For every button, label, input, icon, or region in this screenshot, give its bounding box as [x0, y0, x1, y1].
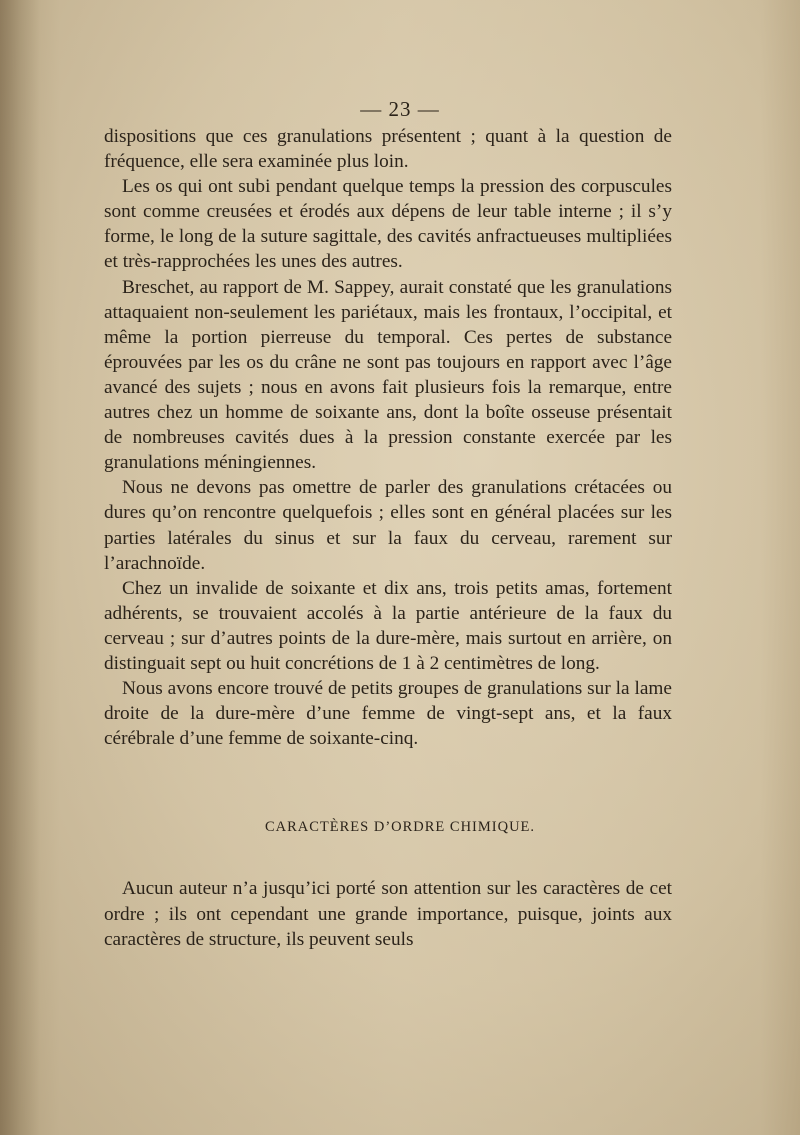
paragraph: Nous avons encore trouvé de petits groupes de granulations sur la lame droite de la dure-mère d’une femme de vingt-sept ans, et la faux cérébrale d’une femme de soixante-cinq. [104, 678, 672, 750]
paragraph: Les os qui ont subi pendant quelque temps la pression des corpuscules sont comme creusées et érodés aux dépens de leur table interne ; il s’y forme, le long de la suture sagittale, des cavités anfractueuses multipliées et très-rapprochées les unes des autres. [104, 176, 672, 273]
section-heading: CARACTÈRES D’ORDRE CHIMIQUE. [264, 819, 536, 835]
paragraph: Nous ne devons pas omettre de parler des granulations crétacées ou dures qu’on rencontre quelquefois ; elles sont en général placées sur les parties latérales du sinus et sur la faux du cerveau, rarement sur l’arachnoïde. [104, 477, 672, 574]
paragraph: Breschet, au rapport de M. Sappey, aurait constaté que les granulations attaquaient non-seulement les pariétaux, mais les frontaux, l’occipital, et même la portion pierreuse du temporal. Ces pertes de substance éprouvées par les os du crâne ne sont pas toujours en rapport avec l’âge avancé des sujets ; nous en avons fait plusieurs fois la remarque, entre autres chez un homme de soixante ans, dont la boîte osseuse présentait de nombreuses cavités dues à la pression constante exercée par les granulations méningiennes. [104, 276, 672, 474]
section-body-text [104, 876, 672, 953]
paragraph: Aucun auteur n’a jusqu’ici porté son attention sur les caractères de cet ordre ; ils ont cependant une grande importance, puisque, joints aux caractères de structure, ils peuvent seuls [104, 878, 672, 951]
paragraph: dispositions que ces granulations présentent ; quant à la question de fréquence, elle sera examinée plus loin. [104, 126, 672, 173]
page-number: — 23 — [360, 97, 440, 121]
binding-shadow [0, 0, 40, 1135]
body-text [104, 124, 672, 751]
paragraph: Chez un invalide de soixante et dix ans, trois petits amas, fortement adhérents, se trouvaient accolés à la partie antérieure de la faux du cerveau ; sur d’autres points de la dure-mère, mais surtout en arrière, on distinguait sept ou huit concrétions de 1 à 2 centimètres de long. [104, 577, 672, 674]
